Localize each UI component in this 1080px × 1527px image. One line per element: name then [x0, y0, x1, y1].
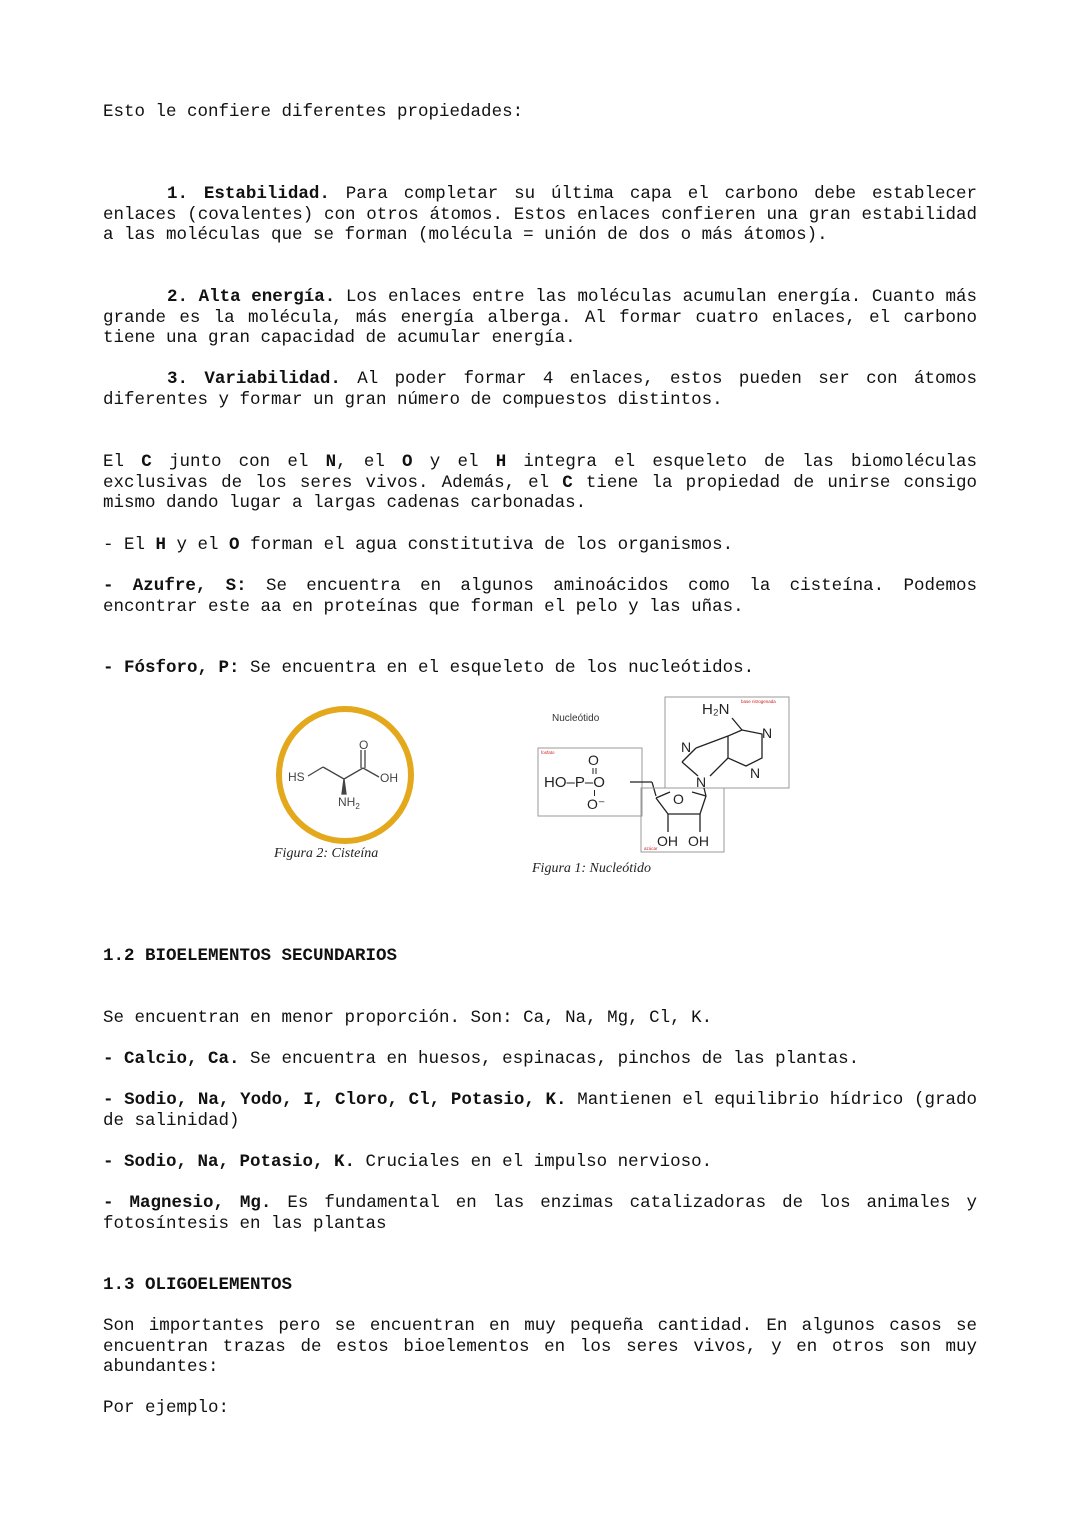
property-label: 2. Alta energía. [167, 287, 336, 307]
secondary-intro: Se encuentran en menor proporción. Son: Ca, Na, Mg, Cl, K. [103, 1008, 713, 1028]
atom-o: O [359, 738, 369, 752]
text: y el [412, 452, 496, 472]
text: Cruciales en el impulso nervioso. [355, 1152, 713, 1172]
text: forman el agua constitutiva de los organismos. [239, 535, 734, 555]
intro-line: Esto le confiere diferentes propiedades: [103, 102, 524, 122]
element-label: - Sodio, Na, Potasio, K. [103, 1152, 356, 1172]
text: Se encuentra en huesos, espinacas, pinchos de las plantas. [239, 1049, 860, 1069]
oligo-paragraph: Son importantes pero se encuentran en muy pequeña cantidad. En algunos casos se encuentran trazas de estos bioelementos en los seres vivos, y en otros son muy abundantes: [103, 1316, 977, 1378]
phosphorus-line [103, 658, 977, 679]
property-label: 3. Variabilidad. [167, 369, 341, 389]
section-heading-secondary: 1.2 BIOELEMENTOS SECUNDARIOS [103, 946, 398, 966]
property-variability [103, 369, 977, 410]
element-label: - Fósforo, P: [103, 658, 240, 678]
atom-oh: OH [657, 833, 678, 849]
property-text: Los enlaces entre las moléculas acumulan energía. Cuanto más grande es la molécula, más energía alberga. Al formar cuatro enlaces, el carbono tiene una gran capacidad de acumular energía. [103, 287, 977, 349]
nucleotide-figure [536, 696, 792, 856]
oligo-example: Por ejemplo: [103, 1398, 230, 1418]
element-symbol: O [229, 535, 240, 555]
element-label: - Sodio, Na, Yodo, I, Cloro, Cl, Potasio, K. [103, 1090, 567, 1110]
cysteine-figure [270, 702, 422, 848]
phosphate-formula: HO–P–O [544, 774, 605, 791]
text: Es fundamental en las enzimas catalizadoras de los animales y fotosíntesis en las plantas [103, 1193, 977, 1234]
element-symbol: H [495, 452, 507, 472]
phosphate-label: fosfato [541, 750, 555, 755]
text: junto con el [151, 452, 326, 472]
water-line [103, 535, 977, 556]
property-stability [103, 184, 977, 246]
atom-o-minus: O⁻ [587, 796, 606, 812]
property-high-energy [103, 287, 977, 349]
text: tiene la propiedad de unirse consigo mismo dando lugar a largas cadenas carbonadas. [103, 472, 977, 514]
cysteine-caption: Figura 2: Cisteína [274, 846, 379, 861]
secondary-item-water-balance [103, 1090, 977, 1131]
atom-nh2: $NH_2$ [338, 795, 360, 811]
secondary-item-magnesium [103, 1193, 977, 1234]
atom-h2n: H₂N [702, 701, 730, 718]
atom-n: N [762, 725, 773, 741]
text: , el [336, 452, 403, 472]
element-symbol: H [155, 535, 167, 555]
atom-o-top: O [588, 752, 599, 768]
element-symbol: O [402, 452, 413, 472]
element-symbol: N [325, 452, 337, 472]
atom-hs: HS [288, 770, 305, 784]
section-heading-oligo: 1.3 OLIGOELEMENTOS [103, 1275, 293, 1295]
base-label: base nitrogenada [741, 699, 776, 704]
nucleotide-caption: Figura 1: Nucleótido [532, 861, 651, 876]
atom-n: N [750, 765, 761, 781]
element-label: - Azufre, S: [103, 576, 247, 596]
atom-oh: OH [380, 771, 398, 785]
element-label: - Calcio, Ca. [103, 1049, 240, 1069]
sugar-label: azúcar [644, 846, 658, 851]
property-text: Para completar su última capa el carbono debe establecer enlaces (covalentes) con otros átomos. Estos enlaces confieren una gran estabilidad a las moléculas que se forman (molécula = unión de dos o más átomos). [103, 184, 977, 246]
atom-oh: OH [688, 833, 709, 849]
text: y el [166, 535, 230, 555]
atom-n: N [681, 739, 692, 755]
nucleotide-title: Nucleótido [552, 713, 600, 724]
atom-o-ring: O [673, 791, 684, 807]
element-label: - Magnesio, Mg. [103, 1193, 272, 1213]
skeleton-paragraph [103, 452, 977, 514]
secondary-item-calcium [103, 1049, 977, 1070]
text: - El [103, 535, 156, 555]
sulfur-paragraph [103, 576, 977, 617]
text: El [103, 452, 142, 472]
atom-n: N [696, 774, 707, 790]
element-symbol: C [141, 452, 152, 472]
text: Se encuentra en el esqueleto de los nucleótidos. [239, 658, 755, 678]
element-symbol: C [562, 472, 573, 493]
text: Se encuentra en algunos aminoácidos como la cisteína. Podemos encontrar este aa en proteínas que forman el pelo y las uñas. [103, 576, 977, 617]
secondary-item-nerve [103, 1152, 977, 1173]
property-label: 1. Estabilidad. [167, 184, 330, 204]
property-text: Al poder formar 4 enlaces, estos pueden ser con átomos diferentes y formar un gran número de compuestos distintos. [103, 369, 977, 410]
text: Mantienen el equilibrio hídrico (grado de salinidad) [103, 1090, 977, 1131]
text: integra el esqueleto de las biomoléculas exclusivas de los seres vivos. Además, el [103, 452, 978, 493]
